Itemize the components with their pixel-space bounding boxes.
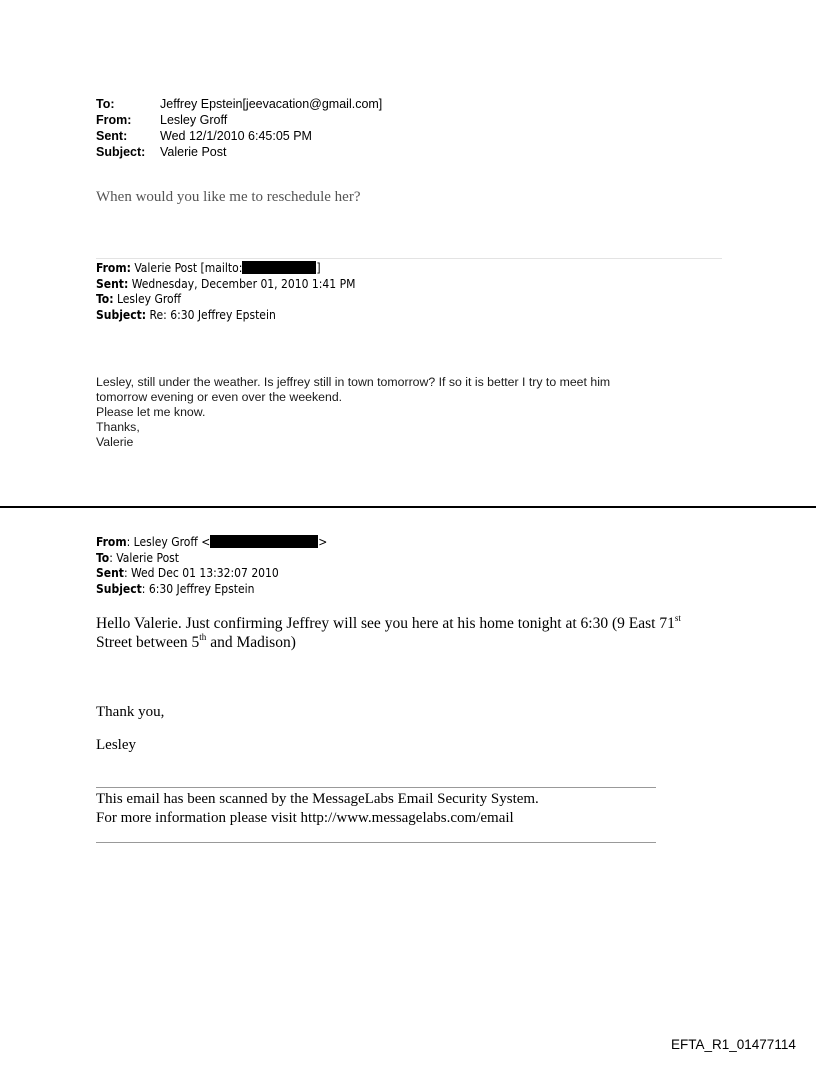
redaction-box [242, 261, 316, 274]
quoted2-subject-row [96, 582, 327, 598]
quoted2-from-row [96, 535, 327, 551]
quoted2-to-label: To [96, 550, 110, 565]
quoted1-subject-label: Subject: [96, 307, 147, 322]
quoted2-body [96, 614, 736, 652]
divider-thick [0, 506, 816, 508]
header-from-row [96, 112, 382, 128]
quoted1-sent-label: Sent: [96, 276, 129, 291]
quoted2-subject-value: : 6:30 Jeffrey Epstein [141, 581, 255, 596]
redaction-box [210, 535, 318, 548]
header-from-value: Lesley Groff [160, 113, 228, 127]
header-subject-value: Valerie Post [160, 145, 227, 159]
footer-line: This email has been scanned by the MessageLabs Email Security System. [96, 791, 539, 807]
quoted2-body-text: Street between 5 [96, 634, 200, 651]
header-to-value: Jeffrey Epstein[jeevacation@gmail.com] [160, 97, 383, 111]
quoted1-body-line: Valerie [96, 435, 134, 449]
quoted2-to-value: : Valerie Post [109, 550, 180, 565]
header-sent-value: Wed 12/1/2010 6:45:05 PM [160, 129, 312, 143]
quoted2-body-superscript: st [674, 613, 681, 623]
quoted1-subject-row [96, 308, 355, 324]
quoted2-to-row [96, 551, 327, 567]
header-sent-label: Sent: [96, 129, 128, 143]
quoted1-body [96, 375, 696, 450]
quoted1-from-row [96, 261, 355, 277]
quoted1-subject-value: Re: 6:30 Jeffrey Epstein [149, 307, 276, 322]
footer-rule-top [96, 787, 656, 788]
quoted1-body-line: Please let me know. [96, 405, 206, 419]
quoted1-to-row [96, 292, 355, 308]
header-to-label: To: [96, 97, 115, 111]
quoted1-body-line: tomorrow evening or even over the weekend. [96, 390, 343, 404]
quoted-header-1 [96, 261, 355, 323]
header-subject-label: Subject: [96, 145, 146, 159]
footer-rule-bottom [96, 842, 656, 843]
header-from-label: From: [96, 113, 132, 127]
quoted2-from-label: From [96, 535, 127, 549]
divider-thin [96, 258, 722, 259]
quoted2-body-superscript: th [199, 632, 207, 642]
reply-text: When would you like me to reschedule her? [96, 189, 361, 205]
quoted1-body-line: Thanks, [96, 420, 140, 434]
quoted2-sent-row [96, 566, 327, 582]
quoted2-subject-label: Subject [96, 581, 142, 596]
quoted2-sent-label: Sent [96, 566, 124, 580]
header-subject-row [96, 144, 382, 160]
quoted1-to-label: To: [96, 292, 114, 306]
quoted1-to-value: Lesley Groff [116, 292, 182, 306]
quoted1-from-label: From: [96, 261, 131, 275]
quoted1-from-prefix: Valerie Post [mailto: [134, 261, 243, 275]
quoted-header-2 [96, 535, 327, 597]
security-footer [96, 790, 539, 828]
quoted1-body-line: Lesley, still under the weather. Is jeffrey still in town tomorrow? If so it is better I try to meet him [96, 375, 611, 389]
footer-line: For more information please visit http://www.messagelabs.com/email [96, 810, 514, 826]
quoted2-body-text: and Madison) [206, 634, 296, 651]
document-id: EFTA_R1_01477114 [671, 1037, 796, 1052]
quoted2-sent-value: : Wed Dec 01 13:32:07 2010 [123, 566, 279, 580]
quoted1-from-suffix: ] [316, 261, 321, 275]
quoted2-body-text: Hello Valerie. Just confirming Jeffrey will see you here at his home tonight at 6:30 (9 East 71 [96, 615, 675, 632]
email-header [96, 96, 382, 160]
header-to-row [96, 96, 382, 112]
quoted1-sent-value: Wednesday, December 01, 2010 1:41 PM [131, 276, 356, 291]
quoted2-from-suffix: > [318, 535, 328, 549]
header-sent-row [96, 128, 382, 144]
quoted2-signature: Lesley [96, 737, 136, 753]
quoted1-sent-row [96, 277, 355, 293]
quoted2-from-prefix: : Lesley Groff < [126, 535, 211, 549]
quoted2-thanks: Thank you, [96, 704, 165, 720]
